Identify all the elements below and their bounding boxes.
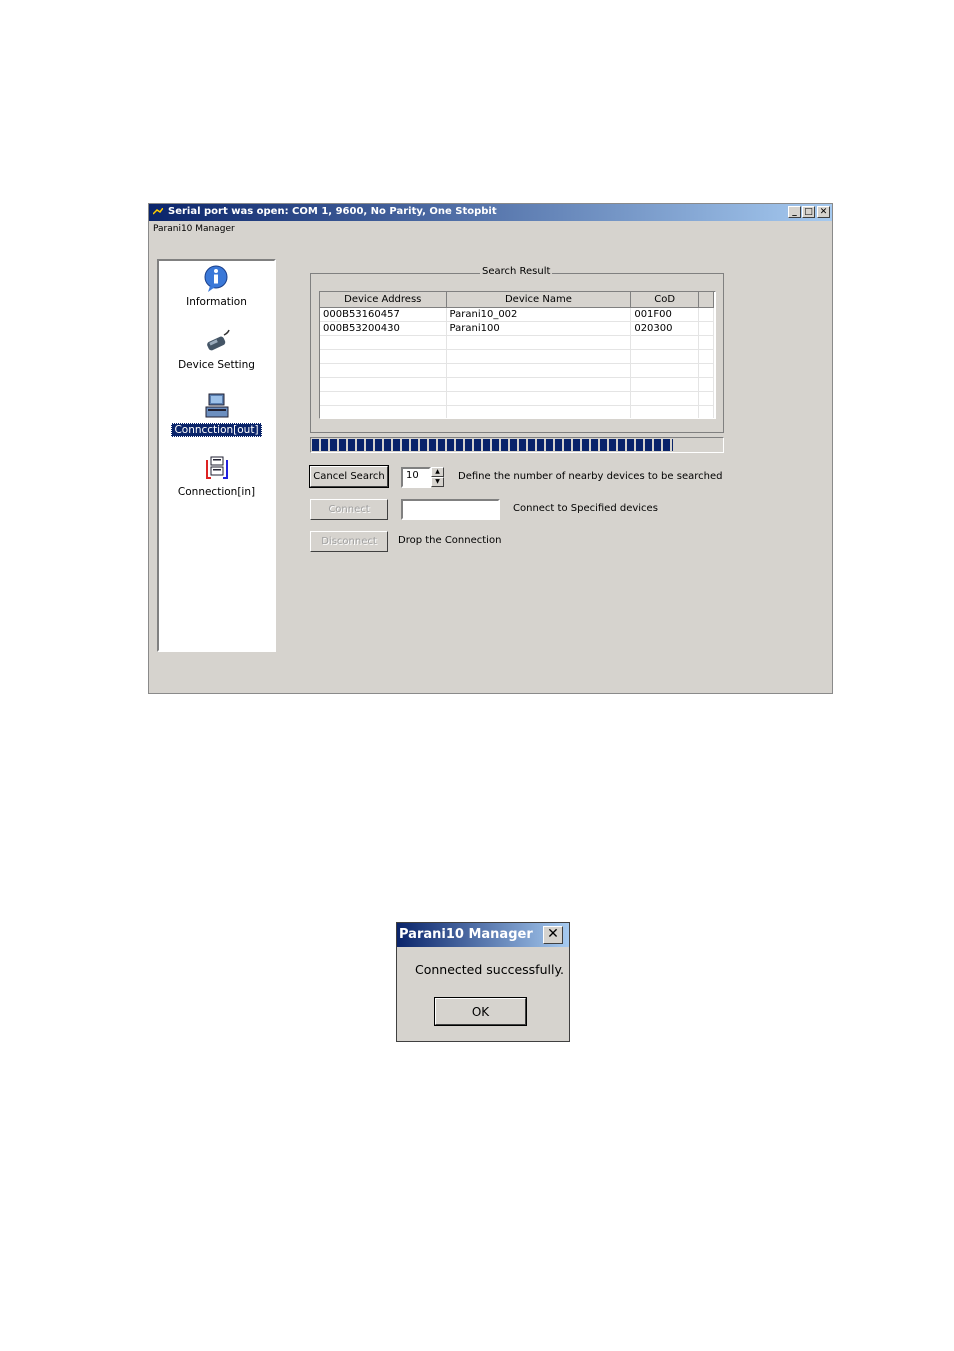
connect-button[interactable]: Connect xyxy=(310,499,388,520)
table-row-empty xyxy=(320,392,714,406)
nav-item-device-setting[interactable] xyxy=(159,329,274,371)
table-row[interactable] xyxy=(320,308,714,322)
title-bar[interactable] xyxy=(149,204,832,221)
ok-button[interactable]: OK xyxy=(435,998,526,1025)
column-header-cod[interactable]: CoD xyxy=(631,292,699,308)
cancel-search-button[interactable]: Cancel Search xyxy=(310,466,388,487)
connection-out-icon xyxy=(202,391,232,421)
device-count-hint: Define the number of nearby devices to be searched xyxy=(458,471,723,482)
close-icon: ✕ xyxy=(547,926,559,942)
app-icon xyxy=(153,208,163,216)
table-row-empty xyxy=(320,336,714,350)
column-header-device-name[interactable]: Device Name xyxy=(446,292,631,308)
column-header-device-address[interactable]: Device Address xyxy=(320,292,446,308)
device-address-input[interactable] xyxy=(401,499,500,520)
search-result-legend: Search Result xyxy=(482,266,551,277)
app-name-label: Parani10 Manager xyxy=(153,224,235,234)
arrow-up-icon: ▲ xyxy=(435,468,440,475)
search-progress-bar xyxy=(310,437,724,453)
nav-label-connection-out: Conncction[out] xyxy=(171,423,261,437)
arrow-down-icon: ▼ xyxy=(435,478,440,485)
cell-filler xyxy=(699,322,714,336)
connection-in-icon xyxy=(202,454,232,484)
table-row-empty xyxy=(320,378,714,392)
dialog-title-bar[interactable] xyxy=(397,923,569,947)
minimize-button[interactable] xyxy=(788,206,801,218)
cell-device-name: Parani10_002 xyxy=(446,308,631,322)
table-row-empty xyxy=(320,350,714,364)
close-button[interactable] xyxy=(817,206,830,218)
nav-item-information[interactable] xyxy=(159,264,274,308)
device-setting-icon xyxy=(202,329,232,357)
table-row-empty xyxy=(320,364,714,378)
maximize-button[interactable] xyxy=(802,206,815,218)
search-result-table[interactable] xyxy=(319,291,716,419)
close-icon: ✕ xyxy=(819,207,828,217)
nav-label-information: Information xyxy=(186,296,247,308)
cell-device-address: 000B53160457 xyxy=(320,308,446,322)
nav-label-device-setting: Device Setting xyxy=(178,359,255,371)
nav-label-connection-in: Connection[in] xyxy=(177,486,256,498)
dialog-title: Parani10 Manager xyxy=(399,927,533,942)
nav-item-connection-out[interactable] xyxy=(159,391,274,437)
connect-hint: Connect to Specified devices xyxy=(513,503,658,514)
nav-panel xyxy=(157,259,276,652)
window-title: Serial port was open: COM 1, 9600, No Parity, One Stopbit xyxy=(168,206,497,217)
dialog-close-button[interactable] xyxy=(543,926,563,944)
main-window xyxy=(148,203,833,694)
disconnect-button[interactable]: Disconnect xyxy=(310,531,388,552)
column-header-filler xyxy=(699,292,714,308)
maximize-icon: □ xyxy=(804,207,813,217)
progress-fill xyxy=(312,439,673,451)
device-count-input[interactable]: 10 xyxy=(401,467,431,488)
table-row[interactable] xyxy=(320,322,714,336)
table-header xyxy=(320,292,714,308)
cell-filler xyxy=(699,308,714,322)
spin-up-button[interactable] xyxy=(431,467,444,477)
cell-cod: 001F00 xyxy=(631,308,699,322)
nav-item-connection-in[interactable] xyxy=(159,454,274,498)
spin-down-button[interactable] xyxy=(431,477,444,487)
message-dialog xyxy=(396,922,570,1042)
info-icon xyxy=(202,264,232,294)
table-row-empty xyxy=(320,406,714,420)
cell-device-address: 000B53200430 xyxy=(320,322,446,336)
cell-cod: 020300 xyxy=(631,322,699,336)
disconnect-hint: Drop the Connection xyxy=(398,535,502,546)
minimize-icon: _ xyxy=(792,207,797,217)
cell-device-name: Parani100 xyxy=(446,322,631,336)
dialog-message: Connected successfully. xyxy=(415,962,565,977)
